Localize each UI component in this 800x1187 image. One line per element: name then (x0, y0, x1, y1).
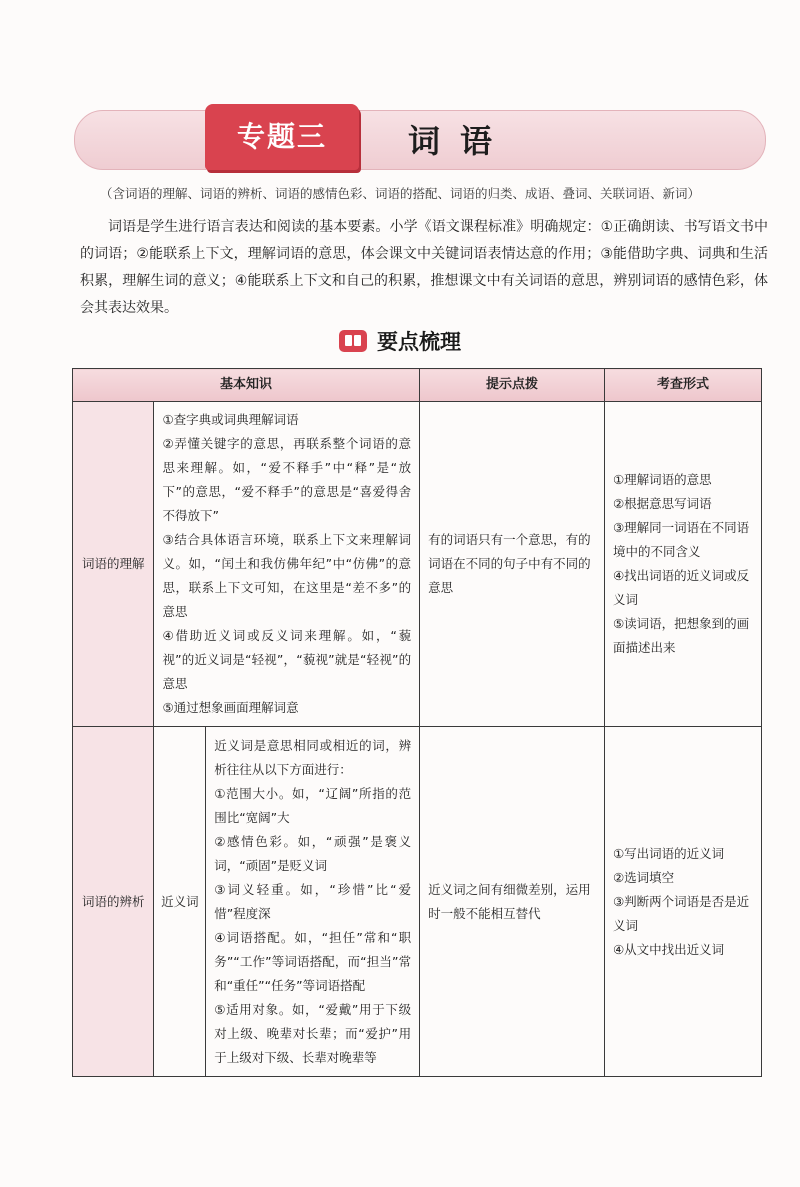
knowledge-item: ③词义轻重。如，“珍惜”比“爱惜”程度深 (214, 881, 412, 921)
knowledge-item: ④借助近义词或反义词来理解。如，“藐视”的近义词是“轻视”，“藐视”就是“轻视”的意思 (162, 628, 412, 691)
header-tips: 提示点拨 (420, 369, 605, 402)
row-label: 词语的辨析 (73, 727, 154, 1077)
topic-scope: （含词语的理解、词语的辨析、词语的感情色彩、词语的搭配、词语的归类、成语、叠词、关联词语、新词） (99, 186, 700, 201)
tip-cell: 近义词之间有细微差别，运用时一般不能相互替代 (420, 727, 605, 1077)
section-heading (0, 326, 800, 356)
sub-label: 近义词 (154, 727, 206, 1077)
knowledge-item: ⑤通过想象画面理解词意 (162, 700, 299, 715)
knowledge-item: ④词语搭配。如，“担任”常和“职务”“工作”等词语搭配，而“担当”常和“重任”“任务”等词语搭配 (214, 929, 412, 993)
header-forms: 考查形式 (604, 369, 761, 402)
forms-cell (604, 402, 761, 727)
form-item: ④找出词语的近义词或反义词 (612, 568, 750, 607)
knowledge-item: ①范围大小。如，“辽阔”所指的范围比“宽阔”大 (214, 785, 412, 825)
tip-cell: 有的词语只有一个意思，有的词语在不同的句子中有不同的意思 (420, 402, 605, 727)
knowledge-cell (206, 727, 420, 1077)
form-item: ⑤读词语，把想象到的画面描述出来 (612, 616, 750, 655)
header-knowledge: 基本知识 (73, 369, 420, 402)
knowledge-item: ②弄懂关键字的意思，再联系整个词语的意思来理解。如，“爱不释手”中“释”是“放下”的意思，“爱不释手”的意思是“喜爱得舍不得放下” (162, 436, 412, 523)
form-item: ②选词填空 (612, 869, 675, 885)
topic-tab: 专题三 (205, 104, 359, 170)
form-item: ①理解词语的意思 (612, 472, 712, 487)
knowledge-item: ③结合具体语言环境，联系上下文来理解词义。如，“闰土和我仿佛年纪”中“仿佛”的意思，联系上下文可知，在这里是“差不多”的意思 (162, 532, 412, 619)
knowledge-table (72, 368, 762, 1077)
book-icon (339, 330, 367, 352)
table-row (73, 727, 762, 1077)
section-title: 要点梳理 (377, 330, 461, 354)
knowledge-item: ①查字典或词典理解词语 (162, 412, 299, 427)
form-item: ①写出词语的近义词 (612, 845, 725, 861)
forms-cell (604, 727, 761, 1077)
form-item: ③判断两个词语是否是近义词 (612, 893, 750, 933)
form-item: ②根据意思写词语 (612, 496, 712, 511)
form-item: ④从文中找出近义词 (612, 941, 725, 957)
knowledge-item: 近义词是意思相同或相近的词，辨析往往从以下方面进行： (214, 737, 412, 777)
page-title: 词语 (408, 122, 513, 160)
row-label: 词语的理解 (73, 402, 154, 727)
form-item: ③理解同一词语在不同语境中的不同含义 (612, 520, 750, 559)
table-row (73, 402, 762, 727)
knowledge-item: ⑤适用对象。如，“爱戴”用于下级对上级、晚辈对长辈；而“爱护”用于上级对下级、长辈对晚辈等 (214, 1001, 412, 1065)
intro-paragraph: 词语是学生进行语言表达和阅读的基本要素。小学《语文课程标准》明确规定：①正确朗读、书写语文书中的词语；②能联系上下文，理解词语的意思，体会课文中关键词语表情达意的作用；③能借助字典、词典和生活积累，理解生词的意义；④能联系上下文和自己的积累，推想课文中有关词语的意思，辨别词语的感情色彩，体会其表达效果。 (80, 219, 768, 316)
knowledge-item: ②感情色彩。如，“顽强”是褒义词，“顽固”是贬义词 (214, 833, 412, 873)
table-header-row (73, 369, 762, 402)
knowledge-cell (154, 402, 420, 727)
